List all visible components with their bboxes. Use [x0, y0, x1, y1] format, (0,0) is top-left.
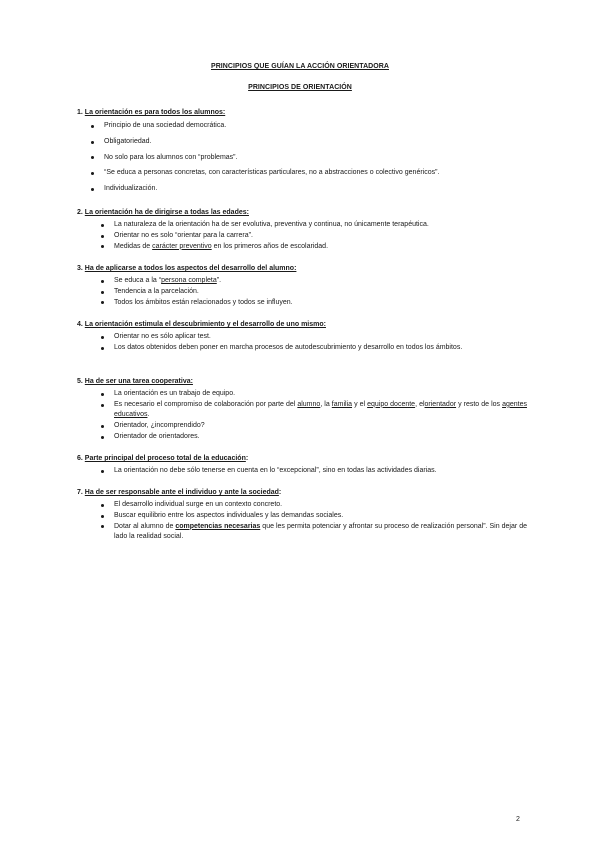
bullet-icon — [91, 188, 94, 191]
section-4 — [77, 320, 527, 354]
list-item: Dotar al alumno de competencias necesarias que les permita potenciar y afrontar su proceso de realización personal”. Sin dejar de lado la realidad social. — [77, 522, 527, 543]
list-item: “Se educa a personas concretas, con características particulares, no a abstracciones o colectivo genéricos”. — [77, 168, 527, 179]
underlined-term: agentes educativos — [114, 400, 527, 419]
document-subtitle: PRINCIPIOS DE ORIENTACIÓN — [248, 84, 352, 91]
list-item: Los datos obtenidos deben poner en marcha procesos de autodescubrimiento y desarrollo en todos los ámbitos. — [77, 343, 527, 354]
bullet-icon — [91, 156, 94, 159]
bullet-icon — [101, 224, 104, 227]
list-item: La orientación es un trabajo de equipo. — [77, 389, 527, 400]
bullet-list — [77, 220, 527, 252]
bullet-icon — [101, 291, 104, 294]
bullet-icon — [101, 393, 104, 396]
list-item: Obligatoriedad. — [77, 137, 527, 148]
bullet-list — [77, 500, 527, 543]
section-heading: 1. La orientación es para todos los alumnos: — [77, 109, 226, 116]
section-heading: 5. Ha de ser una tarea cooperativa: — [77, 378, 193, 385]
section-heading: 4. La orientación estimula el descubrimiento y el desarrollo de uno mismo: — [77, 321, 326, 328]
list-item: La orientación no debe sólo tenerse en cuenta en lo “excepcional”, sino en todas las actividades diarias. — [77, 466, 527, 477]
underlined-bold-term: competencias necesarias — [175, 522, 261, 530]
bullet-icon — [101, 404, 104, 407]
list-item: Orientar no es sólo aplicar test. — [77, 332, 527, 343]
bullet-icon — [101, 245, 104, 248]
list-item: Buscar equilibrio entre los aspectos individuales y las demandas sociales. — [77, 511, 527, 522]
section-heading: 7. Ha de ser responsable ante el individuo y ante la sociedad: — [77, 489, 282, 496]
bullet-icon — [101, 525, 104, 528]
list-item: Se educa a la “persona completa”. — [77, 276, 527, 287]
bullet-icon — [101, 436, 104, 439]
page-number: 2 — [516, 816, 520, 823]
bullet-list — [77, 276, 527, 308]
list-item: Es necesario el compromiso de colaboración por parte del alumno, la familia y el equipo docente, elorientador y resto de los agentes educativos. — [77, 400, 527, 421]
list-item: Principio de una sociedad democrática. — [77, 121, 527, 132]
section-heading: 6. Parte principal del proceso total de la educación: — [77, 455, 249, 462]
section-6 — [77, 454, 527, 477]
list-item: El desarrollo individual surge en un contexto concreto. — [77, 500, 527, 511]
underlined-term: persona completa — [161, 277, 217, 284]
bullet-icon — [101, 336, 104, 339]
list-item: Orientador, ¿incomprendido? — [77, 421, 527, 432]
list-item: Medidas de carácter preventivo en los primeros años de escolaridad. — [77, 242, 527, 253]
section-1 — [77, 108, 527, 200]
section-5 — [77, 377, 527, 443]
list-item: La naturaleza de la orientación ha de ser evolutiva, preventiva y continua, no únicamente terapéutica. — [77, 220, 527, 231]
bullet-icon — [101, 280, 104, 283]
bullet-icon — [101, 470, 104, 473]
bullet-list — [77, 121, 527, 195]
list-item: Orientador de orientadores. — [77, 432, 527, 443]
bullet-list — [77, 466, 527, 477]
bullet-icon — [91, 125, 94, 128]
bullet-icon — [91, 172, 94, 175]
bullet-icon — [101, 504, 104, 507]
section-7 — [77, 488, 527, 543]
list-item: No solo para los alumnos con “problemas”. — [77, 153, 527, 164]
list-item: Tendencia a la parcelación. — [77, 287, 527, 298]
list-item: Individualización. — [77, 184, 527, 195]
bullet-icon — [101, 515, 104, 518]
underlined-term: carácter preventivo — [152, 242, 212, 250]
bullet-icon — [91, 141, 94, 144]
bullet-icon — [101, 425, 104, 428]
bullet-icon — [101, 301, 104, 304]
bullet-icon — [101, 235, 104, 238]
underlined-term: orientador — [424, 400, 457, 408]
bullet-icon — [101, 347, 104, 350]
document-title: PRINCIPIOS QUE GUÍAN LA ACCIÓN ORIENTADORA — [210, 63, 389, 70]
list-item: Orientar no es solo “orientar para la carrera”. — [77, 231, 527, 242]
section-heading: 3. Ha de aplicarse a todos los aspectos del desarrollo del alumno: — [77, 265, 297, 272]
underlined-term: equipo docente — [367, 400, 416, 408]
list-item: Todos los ámbitos están relacionados y todos se influyen. — [77, 298, 527, 309]
bullet-list — [77, 389, 527, 442]
bullet-list — [77, 332, 527, 353]
underlined-term: familia — [331, 400, 353, 408]
underlined-term: alumno — [297, 400, 321, 408]
section-2 — [77, 208, 527, 252]
section-3 — [77, 264, 527, 308]
section-heading: 2. La orientación ha de dirigirse a todas las edades: — [77, 209, 249, 216]
